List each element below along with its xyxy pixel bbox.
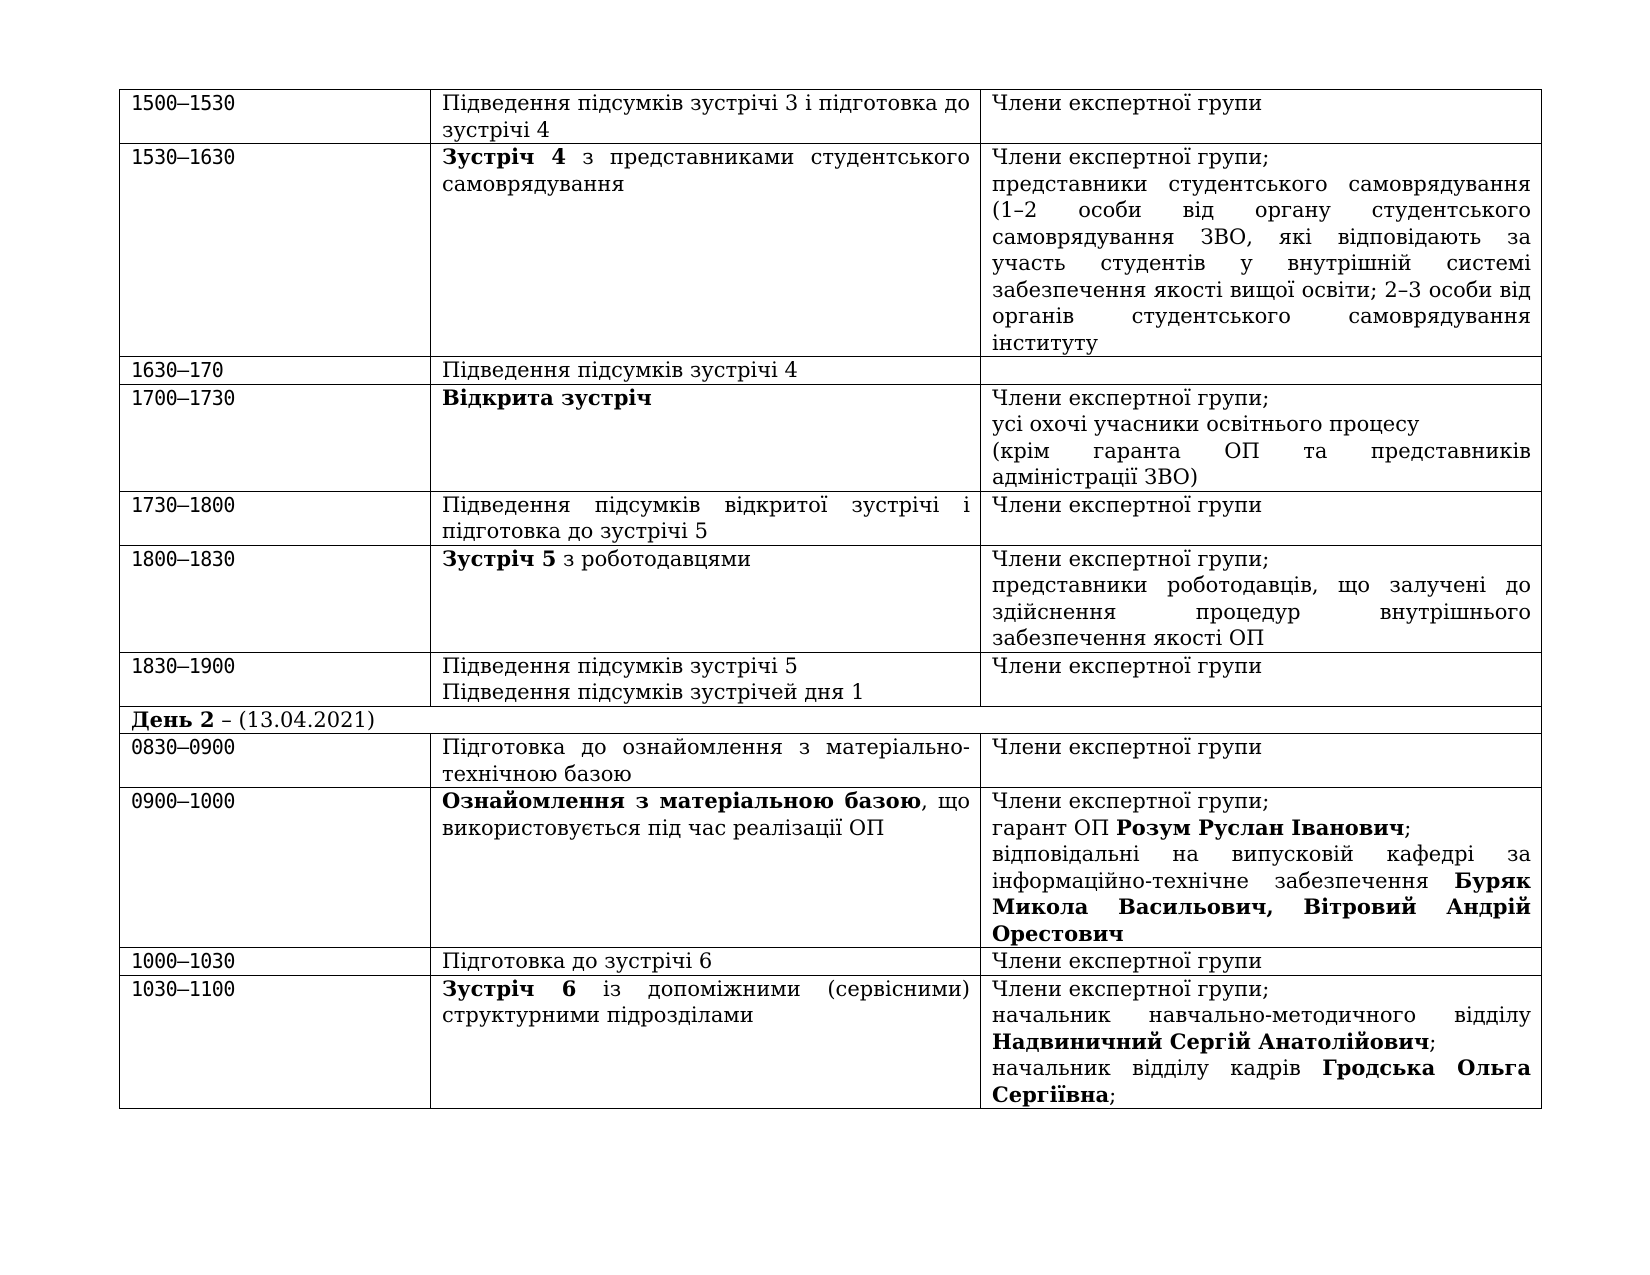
event-cell <box>431 948 981 976</box>
event-text: Підведення підсумків зустрічі 3 і підготовка до зустрічі 4 <box>442 91 970 142</box>
participants-line: Члени експертної групи; <box>992 976 1270 1001</box>
participants-line: усі охочі учасники освітнього процесу <box>992 412 1420 436</box>
punctuation: ; <box>1404 815 1412 840</box>
event-cell <box>431 734 981 788</box>
event-bold: Відкрита зустріч <box>442 384 652 410</box>
time-cell: 0900–1000 <box>120 788 431 948</box>
participants-line: Члени експертної групи; <box>992 546 1270 571</box>
person-name: Надвиничний Сергій Анатолійович <box>992 1028 1430 1054</box>
schedule-table <box>119 89 1542 1109</box>
participants-line <box>992 1002 1531 1055</box>
participants-line: Члени експертної групи; <box>992 789 1270 813</box>
participants-cell <box>981 948 1542 976</box>
participants-cell <box>981 491 1542 545</box>
participants-line: Члени експертної групи <box>992 91 1263 115</box>
time-cell: 1800–1830 <box>120 545 431 652</box>
role-text: начальник відділу кадрів <box>992 1056 1323 1080</box>
day-header-date: – (13.04.2021) <box>214 707 376 732</box>
event-cell <box>431 975 981 1109</box>
participants-line <box>992 841 1531 947</box>
participants-line: Члени експертної групи; <box>992 385 1270 410</box>
participants-cell <box>981 788 1542 948</box>
event-cell <box>431 788 981 948</box>
table-row <box>120 652 1542 706</box>
participants-cell <box>981 975 1542 1109</box>
event-text: Підготовка до зустрічі 6 <box>442 949 713 973</box>
day-header-bold: День 2 <box>131 706 215 732</box>
event-text: із допоміжними (сервісними) структурними підрозділами <box>442 976 971 1027</box>
table-row <box>120 144 1542 357</box>
participants-line: Члени експертної групи <box>992 949 1263 973</box>
participants-cell <box>981 652 1542 706</box>
role-text: гарант ОП <box>992 815 1116 840</box>
event-bold: Зустріч 6 <box>442 975 577 1001</box>
participants-cell <box>981 384 1542 491</box>
participants-cell <box>981 357 1542 385</box>
event-cell <box>431 357 981 385</box>
time-cell: 1630–170 <box>120 357 431 385</box>
day-header <box>120 706 1542 734</box>
table-row <box>120 545 1542 652</box>
time-cell: 1030–1100 <box>120 975 431 1109</box>
role-text: начальник навчально-методичного відділу <box>992 1003 1531 1027</box>
time-cell: 1730–1800 <box>120 491 431 545</box>
event-cell <box>431 90 981 144</box>
event-text: з представниками студентського самоврядування <box>442 145 970 196</box>
time-cell: 1500–1530 <box>120 90 431 144</box>
participants-line <box>992 1055 1531 1108</box>
event-cell <box>431 384 981 491</box>
table-row <box>120 491 1542 545</box>
event-bold: Зустріч 5 <box>442 545 557 571</box>
punctuation: ; <box>1109 1082 1117 1107</box>
person-name: Буряк Микола Васильович, Вітровий Андрій Орестович <box>992 867 1531 946</box>
person-name: Гродська Ольга Сергіївна <box>992 1055 1531 1107</box>
participants-cell <box>981 545 1542 652</box>
table-row <box>120 90 1542 144</box>
participants-line: представники студентського самоврядування (1–2 особи від органу студентського самоврядування ЗВО, які відповідають за участь студентів у внутрішній системі забезпечення якості вищої освіти; 2–3 особи від органів студентського самоврядування інституту <box>992 171 1531 355</box>
punctuation: ; <box>1429 1029 1437 1054</box>
role-text: відповідальні на випусковій кафедрі за інформаційно-технічне забезпечення <box>992 842 1531 893</box>
table-row <box>120 357 1542 385</box>
person-name: Розум Руслан Іванович <box>1115 814 1405 840</box>
table-row <box>120 788 1542 948</box>
participants-cell <box>981 144 1542 357</box>
event-cell <box>431 144 981 357</box>
day-header-row <box>120 706 1542 734</box>
participants-line: Члени експертної групи <box>992 653 1263 678</box>
event-text: Підведення підсумків зустрічі 4 <box>442 358 798 382</box>
event-text: , що використовується під час реалізації ОП <box>442 789 970 840</box>
participants-line: Члени експертної групи <box>992 492 1263 517</box>
table-row <box>120 948 1542 976</box>
participants-line <box>992 815 1531 842</box>
table-row <box>120 384 1542 491</box>
participants-line: (крім гаранта ОП та представників адміністрації ЗВО) <box>992 438 1531 489</box>
time-cell: 0830–0900 <box>120 734 431 788</box>
event-cell <box>431 652 981 706</box>
table-row <box>120 975 1542 1109</box>
participants-line: Члени експертної групи <box>992 735 1263 759</box>
event-text: Підведення підсумків зустрічі 5 <box>442 653 798 678</box>
event-text: Підведення підсумків зустрічей дня 1 <box>442 680 865 704</box>
table-row <box>120 734 1542 788</box>
time-cell: 1830–1900 <box>120 652 431 706</box>
participants-line: Члени експертної групи; <box>992 145 1270 169</box>
participants-line: представники роботодавців, що залучені до здійснення процедур внутрішнього забезпечення якості ОП <box>992 573 1531 650</box>
event-text: Підведення підсумків відкритої зустрічі і підготовка до зустрічі 5 <box>442 492 970 543</box>
participants-cell <box>981 90 1542 144</box>
time-cell: 1700–1730 <box>120 384 431 491</box>
time-cell: 1000–1030 <box>120 948 431 976</box>
participants-cell <box>981 734 1542 788</box>
event-text: Підготовка до ознайомлення з матеріально-технічною базою <box>442 735 970 786</box>
event-text: з роботодавцями <box>556 546 752 571</box>
event-bold: Зустріч 4 <box>442 144 566 169</box>
event-bold: Ознайомлення з матеріальною базою <box>442 788 922 813</box>
event-cell <box>431 491 981 545</box>
time-cell: 1530–1630 <box>120 144 431 357</box>
event-cell <box>431 545 981 652</box>
